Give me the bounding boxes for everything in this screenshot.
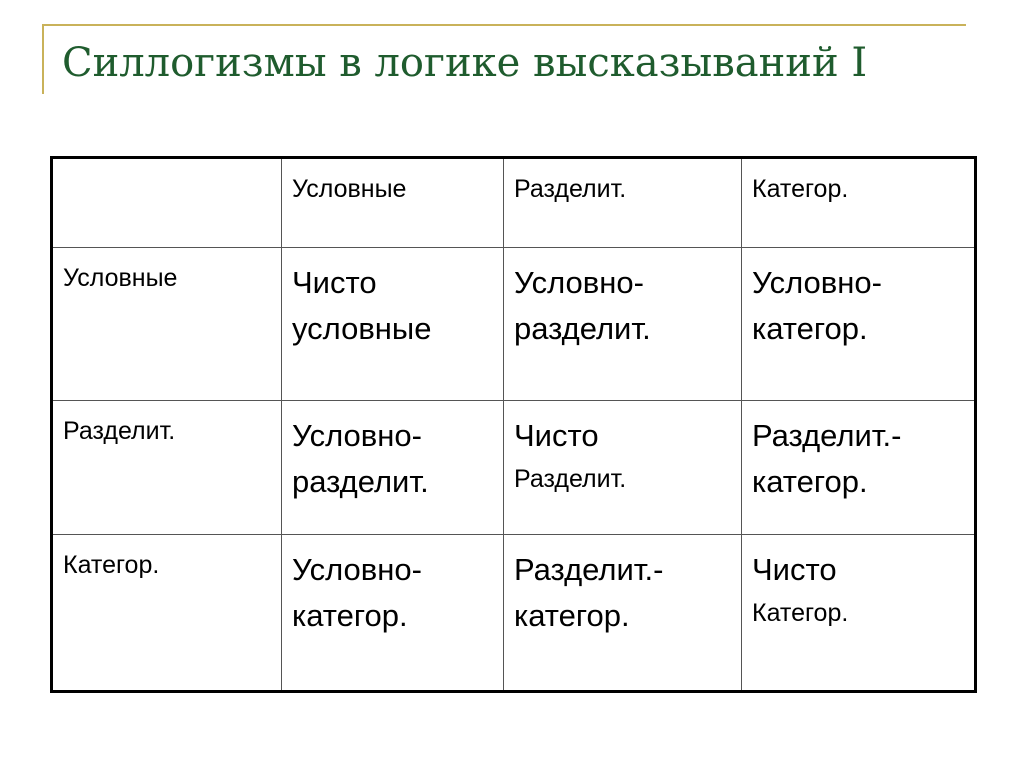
cell-line: разделит. <box>514 311 651 346</box>
cell-line: условные <box>292 311 432 346</box>
table-cell <box>504 248 742 401</box>
column-header: Разделит. <box>504 158 742 248</box>
table-cell <box>282 248 504 401</box>
table-row <box>52 535 976 692</box>
cell-line: Чисто <box>752 552 837 587</box>
row-header: Условные <box>52 248 282 401</box>
table-cell <box>282 535 504 692</box>
cell-line: Условно- <box>292 552 422 587</box>
table-row <box>52 248 976 401</box>
table-row <box>52 401 976 535</box>
syllogism-table <box>50 156 977 693</box>
table-cell <box>504 401 742 535</box>
cell-line: разделит. <box>292 464 429 499</box>
table-corner-cell <box>52 158 282 248</box>
cell-line: Разделит.- <box>514 552 664 587</box>
cell-line: Чисто <box>514 418 599 453</box>
cell-line: категор. <box>752 311 868 346</box>
table-cell <box>742 248 976 401</box>
cell-line: категор. <box>752 464 868 499</box>
row-header: Разделит. <box>52 401 282 535</box>
cell-line: категор. <box>514 598 630 633</box>
table-header-row <box>52 158 976 248</box>
cell-line: Условно- <box>514 265 644 300</box>
cell-line: Чисто <box>292 265 377 300</box>
cell-line: Условно- <box>292 418 422 453</box>
accent-vertical-line <box>42 24 44 94</box>
accent-horizontal-line <box>42 24 966 26</box>
slide-title: Силлогизмы в логике высказываний I <box>62 40 868 86</box>
cell-line: Разделит.- <box>752 418 902 453</box>
table-cell <box>742 535 976 692</box>
cell-line: Условно- <box>752 265 882 300</box>
cell-line: Разделит. <box>514 465 627 493</box>
row-header: Категор. <box>52 535 282 692</box>
table-cell <box>742 401 976 535</box>
table-cell <box>282 401 504 535</box>
table-cell <box>504 535 742 692</box>
cell-line: категор. <box>292 598 408 633</box>
cell-line: Категор. <box>752 599 849 627</box>
column-header: Условные <box>282 158 504 248</box>
column-header: Категор. <box>742 158 976 248</box>
